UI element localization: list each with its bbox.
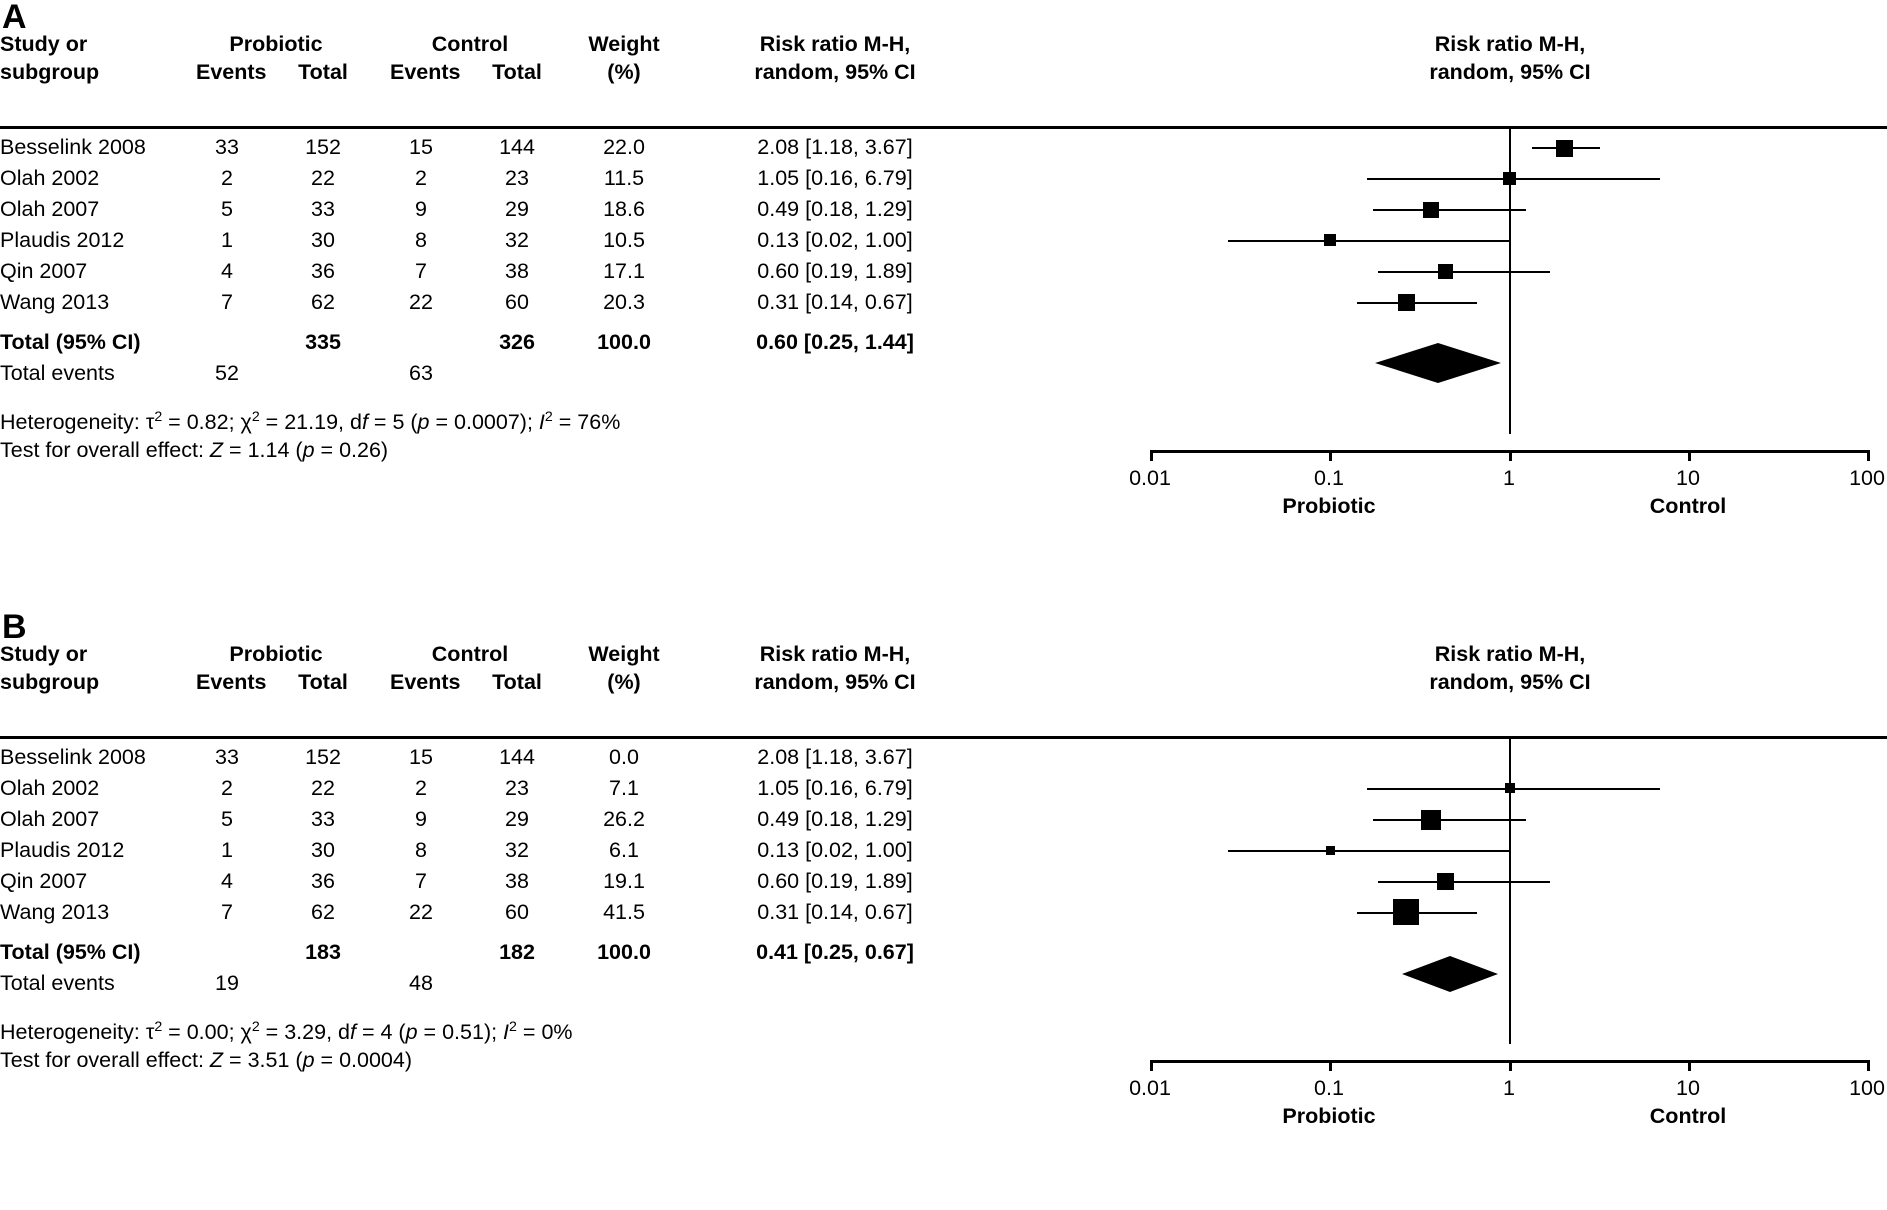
cell-study: Olah 2007 <box>0 807 100 831</box>
cell-weight: 7.1 <box>609 776 639 800</box>
total-effect: 0.60 [0.25, 1.44] <box>756 330 914 354</box>
cell-probiotic-events: 33 <box>215 135 239 159</box>
overall-p: 0.26 <box>339 438 381 462</box>
header-probiotic-events: Events <box>196 60 267 84</box>
plot-header-line1: Risk ratio M-H, <box>1434 642 1586 666</box>
axis-label-left: Probiotic <box>1282 494 1376 518</box>
cell-probiotic-events: 4 <box>221 869 233 893</box>
cell-control-total: 38 <box>505 869 529 893</box>
cell-control-events: 7 <box>415 869 427 893</box>
cell-probiotic-total: 30 <box>311 838 335 862</box>
cell-effect: 2.08 [1.18, 3.67] <box>757 135 913 159</box>
header-probiotic: Probiotic <box>229 32 323 56</box>
cell-probiotic-total: 33 <box>311 807 335 831</box>
x-tick-label: 1 <box>1503 466 1515 490</box>
total-events-row <box>0 968 1130 999</box>
effect-marker <box>1503 172 1516 185</box>
total-weight: 100.0 <box>597 940 651 964</box>
cell-probiotic-events: 5 <box>221 197 233 221</box>
effect-marker <box>1423 202 1439 218</box>
cell-probiotic-total: 22 <box>311 166 335 190</box>
ci-line <box>1373 819 1526 821</box>
cell-effect: 0.13 [0.02, 1.00] <box>757 838 913 862</box>
cell-control-events: 15 <box>409 135 433 159</box>
axis-label-right: Control <box>1649 494 1727 518</box>
cell-weight: 20.3 <box>603 290 645 314</box>
header-control-total: Total <box>492 670 542 694</box>
x-tick <box>1329 1060 1332 1071</box>
panel-a-table <box>0 30 1130 90</box>
header-probiotic-total: Total <box>298 60 348 84</box>
ci-line <box>1228 850 1509 852</box>
ci-line <box>1378 271 1550 273</box>
x-tick-label: 1 <box>1503 1076 1515 1100</box>
table-header-row <box>0 30 1130 90</box>
cell-effect: 0.49 [0.18, 1.29] <box>757 807 913 831</box>
overall-z: 1.14 <box>247 438 290 462</box>
x-tick-label: 0.01 <box>1129 1076 1171 1100</box>
cell-study: Qin 2007 <box>0 869 88 893</box>
cell-study: Plaudis 2012 <box>0 228 125 252</box>
cell-control-total: 60 <box>505 290 529 314</box>
panel-label-a: A <box>2 0 27 36</box>
cell-control-total: 23 <box>505 776 529 800</box>
header-study-line1: Study or <box>0 32 88 56</box>
total-weight: 100.0 <box>597 330 651 354</box>
header-study-line2: subgroup <box>0 670 100 694</box>
header-probiotic-total: Total <box>298 670 348 694</box>
heterogeneity-df: 5 <box>392 410 405 435</box>
overall-p: 0.0004 <box>339 1048 405 1072</box>
cell-control-events: 22 <box>409 900 433 924</box>
effect-marker <box>1556 140 1573 157</box>
header-effect-line1: Risk ratio M-H, <box>759 642 911 666</box>
cell-probiotic-events: 33 <box>215 745 239 769</box>
table-row <box>0 835 1130 866</box>
x-tick <box>1688 1060 1691 1071</box>
cell-weight: 11.5 <box>603 166 645 190</box>
ci-line <box>1357 302 1477 304</box>
cell-effect: 0.60 [0.19, 1.89] <box>757 259 913 283</box>
cell-study: Plaudis 2012 <box>0 838 125 862</box>
cell-probiotic-total: 62 <box>311 290 335 314</box>
table-row <box>0 773 1130 804</box>
x-tick-label: 100 <box>1849 1076 1885 1100</box>
cell-probiotic-events: 5 <box>221 807 233 831</box>
cell-control-events: 8 <box>415 838 427 862</box>
cell-effect: 0.60 [0.19, 1.89] <box>757 869 913 893</box>
cell-control-total: 144 <box>499 135 535 159</box>
x-tick-label: 0.01 <box>1129 466 1171 490</box>
cell-control-total: 32 <box>505 228 529 252</box>
total-control-total: 326 <box>499 330 535 354</box>
plot-header-line2: random, 95% CI <box>1429 60 1591 84</box>
effect-marker <box>1438 264 1453 279</box>
x-tick <box>1509 450 1512 461</box>
panel-b-forest <box>1129 640 1885 1128</box>
cell-weight: 19.1 <box>603 869 645 893</box>
total-control-total: 182 <box>499 940 535 964</box>
cell-probiotic-total: 30 <box>311 228 335 252</box>
cell-study: Besselink 2008 <box>0 745 146 769</box>
cell-study: Olah 2002 <box>0 166 100 190</box>
heterogeneity-prefix: Heterogeneity: <box>0 1020 146 1045</box>
cell-control-total: 60 <box>505 900 529 924</box>
total-events-row <box>0 358 1130 389</box>
header-study-line2: subgroup <box>0 60 100 84</box>
total-probiotic-events: 52 <box>215 361 239 385</box>
cell-study: Wang 2013 <box>0 900 110 924</box>
table-row <box>0 804 1130 835</box>
x-tick-label: 0.1 <box>1314 1076 1344 1100</box>
cell-probiotic-total: 22 <box>311 776 335 800</box>
cell-control-events: 2 <box>415 776 427 800</box>
heterogeneity-chi: 3.29 <box>284 1020 327 1045</box>
total-label: Total (95% CI) <box>0 330 141 354</box>
cell-weight: 18.6 <box>603 197 645 221</box>
cell-study: Olah 2002 <box>0 776 100 800</box>
header-control: Control <box>431 32 509 56</box>
effect-marker <box>1326 846 1335 855</box>
cell-control-events: 2 <box>415 166 427 190</box>
cell-probiotic-events: 1 <box>221 838 233 862</box>
panel-label-b: B <box>2 608 27 646</box>
cell-probiotic-events: 2 <box>221 776 233 800</box>
header-study-line1: Study or <box>0 642 88 666</box>
heterogeneity-chi: 21.19 <box>284 410 339 435</box>
cell-control-events: 22 <box>409 290 433 314</box>
cell-control-total: 144 <box>499 745 535 769</box>
x-tick <box>1867 450 1870 461</box>
cell-effect: 1.05 [0.16, 6.79] <box>757 166 913 190</box>
x-tick <box>1150 1060 1153 1071</box>
panel-b-table <box>0 640 1130 700</box>
total-row <box>0 327 1130 358</box>
header-effect-line1: Risk ratio M-H, <box>759 32 911 56</box>
header-control-events: Events <box>390 60 461 84</box>
table-row <box>0 742 1130 773</box>
total-probiotic-total: 335 <box>305 330 341 354</box>
x-tick-label: 0.1 <box>1314 466 1344 490</box>
cell-control-events: 15 <box>409 745 433 769</box>
overall-z: 3.51 <box>247 1048 290 1072</box>
cell-weight: 22.0 <box>603 135 645 159</box>
x-tick <box>1688 450 1691 461</box>
header-control-events: Events <box>390 670 461 694</box>
effect-marker <box>1421 810 1441 830</box>
table-row <box>0 163 1130 194</box>
cell-probiotic-events: 7 <box>221 900 233 924</box>
cell-probiotic-total: 152 <box>305 745 341 769</box>
cell-control-events: 9 <box>415 807 427 831</box>
cell-control-total: 23 <box>505 166 529 190</box>
cell-effect: 0.13 [0.02, 1.00] <box>757 228 913 252</box>
heterogeneity-tau: 0.00 <box>186 1020 229 1045</box>
table-row <box>0 287 1130 318</box>
total-probiotic-events: 19 <box>215 971 239 995</box>
cell-control-total: 38 <box>505 259 529 283</box>
cell-probiotic-total: 62 <box>311 900 335 924</box>
table-row <box>0 132 1130 163</box>
total-probiotic-total: 183 <box>305 940 341 964</box>
summary-diamond <box>1375 343 1565 383</box>
heterogeneity-prefix: Heterogeneity: <box>0 410 146 435</box>
cell-weight: 0.0 <box>609 745 639 769</box>
header-probiotic-events: Events <box>196 670 267 694</box>
header-weight-line1: Weight <box>588 642 660 666</box>
cell-control-total: 32 <box>505 838 529 862</box>
cell-study: Wang 2013 <box>0 290 110 314</box>
cell-effect: 0.31 [0.14, 0.67] <box>757 290 913 314</box>
x-tick <box>1867 1060 1870 1071</box>
overall-prefix: Test for overall effect: <box>0 1048 210 1072</box>
cell-probiotic-events: 1 <box>221 228 233 252</box>
heterogeneity-p: 0.0007 <box>454 410 520 435</box>
cell-weight: 26.2 <box>603 807 645 831</box>
cell-control-events: 9 <box>415 197 427 221</box>
overall-prefix: Test for overall effect: <box>0 438 210 462</box>
heterogeneity-line-a: Heterogeneity: $\tau^2 = 0.82$; $\chi^2 = 21.19$, df = 5 (p = 0.0007); $I^2 = 76\%$ <box>0 409 621 435</box>
cell-probiotic-total: 33 <box>311 197 335 221</box>
x-tick-label: 100 <box>1849 466 1885 490</box>
panel-a-forest <box>1129 30 1885 518</box>
header-weight-line1: Weight <box>588 32 660 56</box>
cell-study: Qin 2007 <box>0 259 88 283</box>
heterogeneity-df: 4 <box>380 1020 393 1045</box>
summary-diamond <box>1402 956 1552 992</box>
heterogeneity-i2: 76% <box>577 410 621 435</box>
total-label: Total (95% CI) <box>0 940 141 964</box>
plot-header-line1: Risk ratio M-H, <box>1434 32 1586 56</box>
header-weight-line2: (%) <box>607 60 641 84</box>
cell-control-events: 8 <box>415 228 427 252</box>
effect-marker <box>1437 873 1454 890</box>
panel-a-summary <box>0 327 1130 389</box>
cell-probiotic-events: 7 <box>221 290 233 314</box>
plot-header-line2: random, 95% CI <box>1429 670 1591 694</box>
overall-effect-line-b: Test for overall effect: Z = 3.51 (p = 0.0004) <box>0 1048 412 1072</box>
table-row <box>0 256 1130 287</box>
cell-probiotic-events: 4 <box>221 259 233 283</box>
x-tick <box>1329 450 1332 461</box>
x-tick-label: 10 <box>1676 466 1700 490</box>
total-row <box>0 937 1130 968</box>
cell-weight: 10.5 <box>603 228 645 252</box>
total-effect: 0.41 [0.25, 0.67] <box>756 940 914 964</box>
cell-effect: 2.08 [1.18, 3.67] <box>757 745 913 769</box>
cell-probiotic-total: 152 <box>305 135 341 159</box>
heterogeneity-i2: 0% <box>541 1020 573 1045</box>
x-tick-label: 10 <box>1676 1076 1700 1100</box>
panel-a-rows <box>0 132 1130 318</box>
forest-plot-panel-a <box>0 0 1887 518</box>
overall-effect-line-a: Test for overall effect: Z = 1.14 (p = 0.26) <box>0 438 389 462</box>
panel-b-rows <box>0 742 1130 928</box>
effect-marker <box>1505 783 1515 793</box>
total-events-label: Total events <box>0 971 115 995</box>
cell-weight: 6.1 <box>609 838 639 862</box>
header-weight-line2: (%) <box>607 670 641 694</box>
x-tick <box>1509 1060 1512 1071</box>
effect-marker <box>1324 234 1336 246</box>
x-tick <box>1150 450 1153 461</box>
ci-line <box>1228 240 1509 242</box>
table-row <box>0 897 1130 928</box>
cell-probiotic-total: 36 <box>311 259 335 283</box>
header-control: Control <box>431 642 509 666</box>
cell-weight: 17.1 <box>603 259 645 283</box>
total-events-label: Total events <box>0 361 115 385</box>
cell-study: Olah 2007 <box>0 197 100 221</box>
cell-weight: 41.5 <box>603 900 645 924</box>
cell-control-total: 29 <box>505 197 529 221</box>
heterogeneity-line-b: Heterogeneity: $\tau^2 = 0.00$; $\chi^2 = 3.29$, df = 4 (p = 0.51); $I^2 = 0\%$ <box>0 1019 573 1045</box>
cell-study: Besselink 2008 <box>0 135 146 159</box>
header-effect-line2: random, 95% CI <box>754 670 916 694</box>
forest-plot-panel-b <box>0 608 1887 1128</box>
table-row <box>0 866 1130 897</box>
cell-control-events: 7 <box>415 259 427 283</box>
total-control-events: 48 <box>409 971 433 995</box>
ci-line <box>1378 881 1550 883</box>
cell-effect: 0.31 [0.14, 0.67] <box>757 900 913 924</box>
effect-marker <box>1393 899 1419 925</box>
cell-control-total: 29 <box>505 807 529 831</box>
table-row <box>0 194 1130 225</box>
panel-b-summary <box>0 937 1130 999</box>
header-probiotic: Probiotic <box>229 642 323 666</box>
header-control-total: Total <box>492 60 542 84</box>
cell-probiotic-events: 2 <box>221 166 233 190</box>
table-header-row <box>0 640 1130 700</box>
axis-label-right: Control <box>1649 1104 1727 1128</box>
header-effect-line2: random, 95% CI <box>754 60 916 84</box>
total-control-events: 63 <box>409 361 433 385</box>
heterogeneity-p: 0.51 <box>442 1020 484 1045</box>
cell-probiotic-total: 36 <box>311 869 335 893</box>
table-row <box>0 225 1130 256</box>
heterogeneity-tau: 0.82 <box>186 410 229 435</box>
axis-label-left: Probiotic <box>1282 1104 1376 1128</box>
cell-effect: 0.49 [0.18, 1.29] <box>757 197 913 221</box>
cell-effect: 1.05 [0.16, 6.79] <box>757 776 913 800</box>
ci-line <box>1373 209 1526 211</box>
effect-marker <box>1398 294 1415 311</box>
